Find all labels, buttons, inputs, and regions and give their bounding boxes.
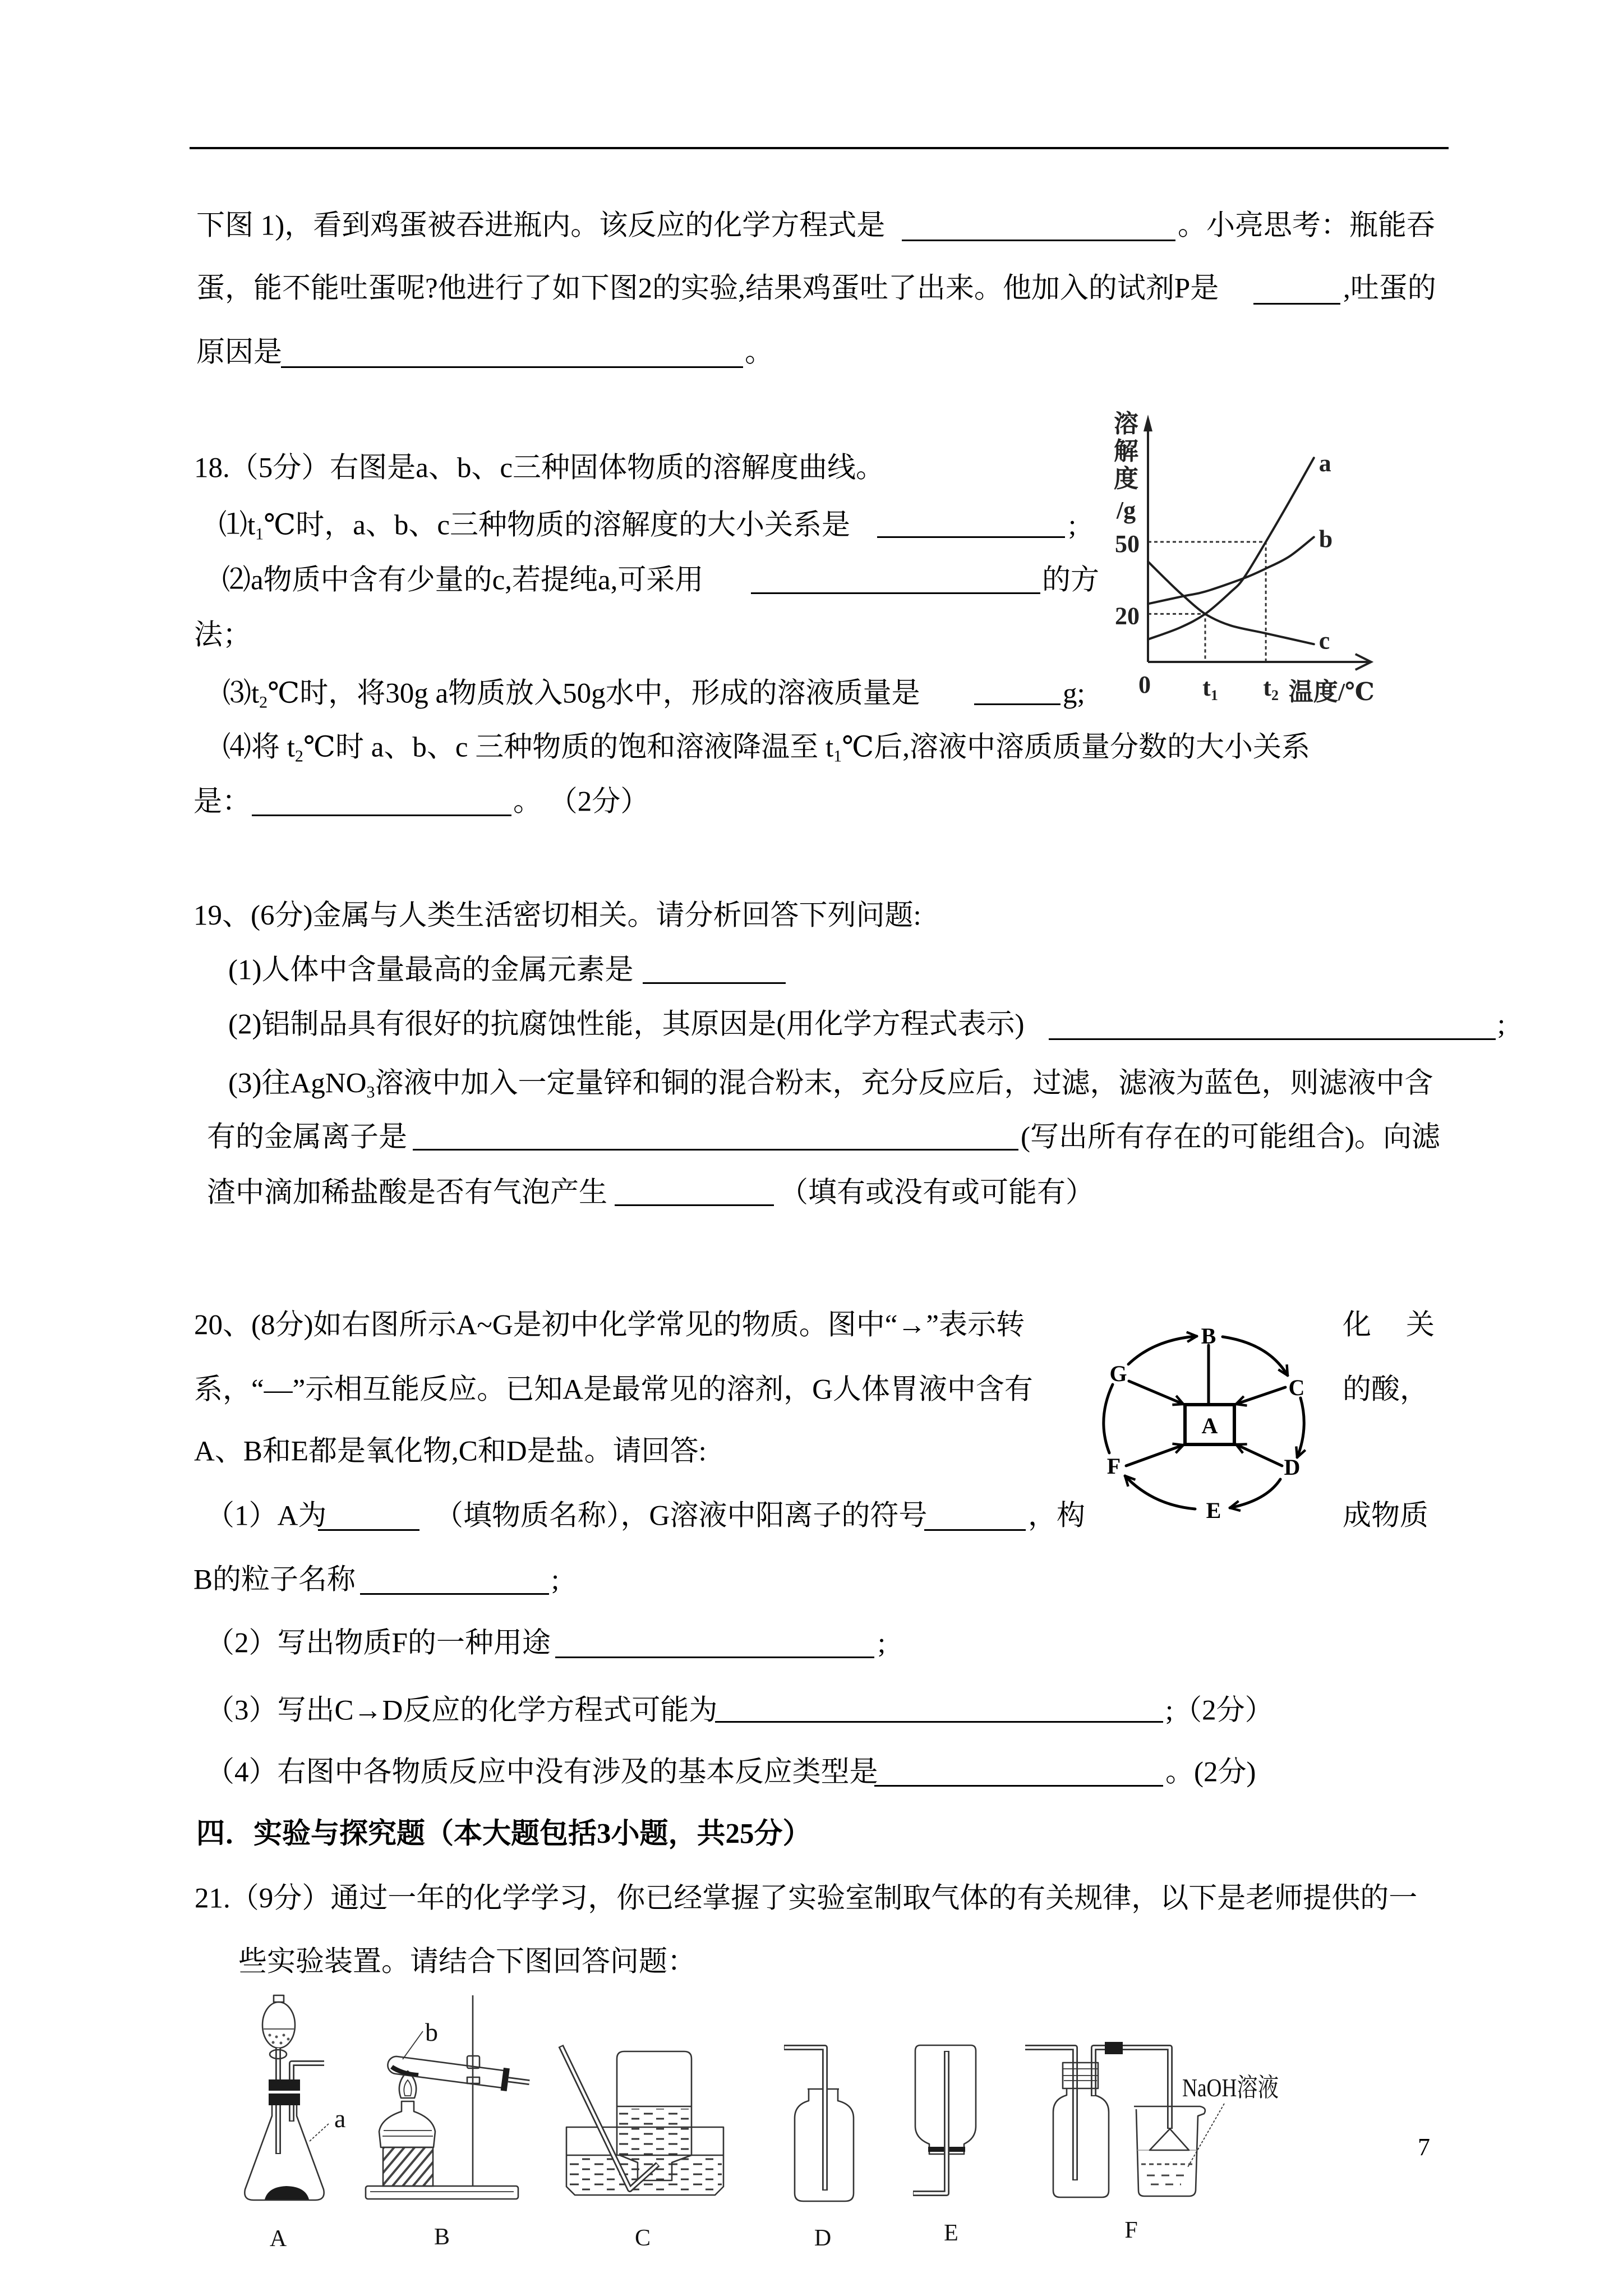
callout-naoh-label: NaOH溶液	[1182, 2073, 1279, 2102]
node-f-label: F	[1106, 1453, 1121, 1479]
q18-stem: 18.（5分）右图是a、b、c三种固体物质的溶解度曲线。	[194, 452, 885, 484]
guide-dashed-line-0	[1148, 542, 1266, 662]
apparatus-c-water-displacement	[561, 2046, 723, 2251]
x-tick-label-0: 0	[1138, 671, 1151, 698]
q19-stem: 19、(6分)金属与人类生活密切相关。请分析回答下列问题:	[193, 900, 921, 932]
continued-line1-tail: 。小亮思考：瓶能吞	[1178, 210, 1436, 242]
edge-d-to-a-arrow	[1236, 1444, 1282, 1466]
continued-line2-text: 蛋，能不能吐蛋呢?他进行了如下图2的实验,结果鸡蛋吐了出来。他加入的试剂P是	[196, 273, 1219, 305]
answer-blank	[413, 1149, 1018, 1151]
edge-c-to-a-arrow	[1236, 1387, 1285, 1404]
callout-b-label: b	[425, 2018, 438, 2046]
x-tick-label-1: t1	[1202, 674, 1218, 703]
stopper-stripe	[269, 2091, 300, 2093]
series-c-line	[1148, 562, 1314, 644]
q19-item3	[228, 1068, 1433, 1102]
q18-item1-subscript: 1	[255, 524, 264, 544]
callout-b-leader	[403, 2031, 423, 2059]
apparatus-label-e: E	[944, 2220, 958, 2246]
node-d-label: D	[1284, 1455, 1301, 1480]
q18-item4-text-rest: ℃后,溶液中溶质质量分数的大小关系	[842, 731, 1310, 763]
answer-blank	[902, 240, 1175, 241]
q18-item4-tail: 。 （2分）	[513, 786, 649, 818]
gas-jar-water	[619, 2109, 690, 2155]
node-a-label: A	[1201, 1413, 1218, 1438]
wooden-block	[383, 2147, 433, 2186]
q21-line2: 些实验装置。请结合下图回答问题：	[238, 1946, 697, 1978]
edge-g-to-a-arrow	[1129, 1381, 1183, 1404]
q19-item3-line3: 渣中滴加稀盐酸是否有气泡产生	[207, 1177, 608, 1209]
edge-e-to-f-arrow	[1125, 1476, 1195, 1509]
answer-blank	[643, 982, 786, 984]
series-b-line	[1148, 537, 1314, 604]
answer-blank	[360, 1593, 549, 1595]
q20-item3-tail: ;（2分）	[1165, 1695, 1274, 1727]
q18-item2-tail: 的方	[1042, 564, 1100, 596]
continued-line3-tail: 。	[745, 337, 774, 369]
q20-line1-right-2: 关	[1406, 1309, 1435, 1341]
continued-line1-text: 下图 1)，看到鸡蛋被吞进瓶内。该反应的化学方程式是	[196, 210, 886, 242]
inverted-funnel	[1150, 2129, 1189, 2150]
q20-item1-mid: （填物质名称），G溶液中阳离子的符号	[435, 1500, 928, 1532]
edge-b-to-c-arrow	[1223, 1337, 1288, 1375]
apparatus-label-d: D	[814, 2225, 832, 2251]
q20-item2: （2）写出物质F的一种用途	[206, 1627, 551, 1659]
edge-g-to-b-arrow	[1128, 1336, 1197, 1364]
rubber-connector	[1105, 2042, 1123, 2054]
answer-blank	[715, 1721, 1163, 1723]
y-axis-arrow-icon	[1144, 415, 1152, 431]
y-axis-label-part: 溶	[1114, 410, 1138, 438]
q20-line1-right-1: 化	[1343, 1309, 1372, 1341]
q18-item1-text: ⑴t	[219, 509, 256, 541]
continued-line2-tail: ,吐蛋的	[1343, 273, 1436, 305]
series-a-line	[1148, 458, 1314, 639]
q18-item3-subscript: 2	[259, 693, 268, 712]
answer-blank	[877, 536, 1065, 538]
delivery-tube-bore	[785, 2047, 825, 2189]
q18-item3-text-rest: ℃时，将30g a物质放入50g水中，形成的溶液质量是	[268, 678, 920, 710]
apparatus-f-gas-washing-and-absorption	[1025, 2042, 1279, 2243]
q19-item3-line3-tail: （填有或没有或可能有）	[780, 1177, 1095, 1209]
answer-blank	[751, 592, 1040, 594]
node-g-label: G	[1109, 1361, 1127, 1386]
apparatus-label-b: B	[434, 2224, 450, 2250]
answer-blank	[1049, 1038, 1496, 1040]
answer-blank	[1253, 303, 1340, 305]
outlet-tube	[1094, 2047, 1170, 2129]
q20-item1-right: 成物质	[1343, 1500, 1429, 1532]
q18-item3-tail: g;	[1063, 678, 1085, 710]
q20-item1-tail: ，构	[1028, 1500, 1086, 1532]
q20-item3: （3）写出C→D反应的化学方程式可能为	[206, 1695, 718, 1727]
x-tick-subscript: 2	[1271, 687, 1279, 703]
q19-item3-text: (3)往AgNO	[228, 1068, 367, 1099]
delivery-tube	[784, 2047, 825, 2191]
alcohol-lamp	[379, 2101, 435, 2147]
q18-item2-continued: 法；	[194, 619, 252, 651]
q20-item1: （1）A为	[206, 1500, 327, 1532]
y-axis-label-part: 解	[1114, 438, 1138, 466]
lab-apparatus-figure	[224, 1986, 1318, 2266]
q19-item1: (1)人体中含量最高的金属元素是	[228, 954, 634, 986]
apparatus-e-downward-air-displacement	[913, 2045, 976, 2246]
apparatus-d-upward-air-displacement	[784, 2047, 854, 2251]
test-tube-assembly	[386, 2053, 531, 2094]
callout-naoh-leader	[1188, 2104, 1224, 2167]
solid-reagent	[265, 2186, 309, 2200]
q20-item4: （4）右图中各物质反应中没有涉及的基本反应类型是	[206, 1756, 878, 1788]
answer-blank	[924, 1529, 1026, 1531]
q18-item3	[223, 678, 920, 712]
q19-item3-line2-tail: (写出所有存在的可能组合)。向滤	[1021, 1121, 1440, 1153]
answer-blank	[281, 366, 743, 368]
delivery-tube-bore	[914, 2052, 947, 2193]
q20-item2-tail: ;	[878, 1627, 886, 1659]
apparatus-label-a: A	[269, 2226, 287, 2252]
section-heading: 四．实验与探究题（本大题包括3小题，共25分）	[196, 1818, 811, 1850]
q19-item3-subscript: 3	[366, 1083, 375, 1102]
q20-line2: 系，“—”示相互能反应。已知A是最常见的溶剂，G人体胃液中含有	[194, 1374, 1033, 1406]
q20-line3: A、B和E都是氧化物,C和D是盐。请回答:	[194, 1435, 707, 1467]
guide-dashed-line-1	[1148, 614, 1205, 662]
inlet-tube-bore	[1025, 2047, 1075, 2179]
callout-a-label: a	[334, 2104, 346, 2133]
q19-item2-tail: ;	[1497, 1009, 1506, 1041]
y-tick-label-20: 20	[1115, 602, 1140, 630]
edge-c-to-d-arrow	[1297, 1398, 1304, 1457]
q20-line2-right: 的酸，	[1343, 1374, 1429, 1406]
node-e-label: E	[1206, 1498, 1221, 1523]
node-b-label: B	[1201, 1323, 1216, 1349]
answer-blank	[252, 815, 511, 816]
q19-item3-line2: 有的金属离子是	[207, 1121, 408, 1153]
callout-a-leader	[309, 2124, 329, 2142]
answer-blank	[318, 1529, 419, 1531]
answer-blank	[874, 1785, 1163, 1787]
q18-item2: ⑵a物质中含有少量的c,若提纯a,可采用	[222, 564, 704, 596]
q18-item4-text-mid: ℃时 a、b、c 三种物质的饱和溶液降温至 t	[303, 731, 834, 763]
q18-item1-tail: ;	[1068, 509, 1077, 541]
series-b-label: b	[1318, 525, 1333, 553]
q18-item1-text-rest: ℃时，a、b、c三种物质的溶解度的大小关系是	[264, 509, 850, 541]
q18-item1	[219, 509, 850, 544]
answer-blank	[555, 1657, 874, 1658]
series-a-label: a	[1318, 449, 1331, 477]
separatory-funnel-bulb	[262, 2002, 295, 2048]
q18-item4-subscript-2: 1	[833, 747, 842, 766]
q18-item4-continued: 是：	[193, 786, 251, 818]
funnel-liquid-dots	[269, 2034, 290, 2045]
q21-line1: 21.（9分）通过一年的化学学习，你已经掌握了实验室制取气体的有关规律，以下是老师提供的一	[195, 1883, 1418, 1915]
q20-item4-tail: 。(2分)	[1165, 1756, 1256, 1788]
conical-flask-body	[245, 2105, 324, 2200]
page-number: 7	[1418, 2133, 1430, 2161]
q18-item4-subscript: 2	[294, 747, 303, 766]
funnel-top-stopper	[274, 1995, 284, 2002]
q20-line1: 20、(8分)如右图所示A~G是初中化学常见的物质。图中“→”表示转	[194, 1309, 1025, 1341]
answer-blank	[974, 703, 1061, 705]
y-tick-label-50: 50	[1115, 530, 1140, 558]
edge-g-f-reaction-line	[1104, 1384, 1113, 1453]
q20-item1-line2-tail: ;	[551, 1564, 560, 1596]
inlet-tube	[1025, 2047, 1075, 2180]
outlet-tube-bore	[1094, 2047, 1170, 2128]
q18-item4-text: ⑷将 t	[223, 731, 295, 763]
substance-relation-diagram	[1088, 1313, 1324, 1526]
answer-blank	[615, 1204, 774, 1206]
x-axis-label: 温度/℃	[1288, 678, 1375, 706]
q20-item1-line2: B的粒子名称	[193, 1564, 356, 1596]
q19-item3-text-rest: 溶液中加入一定量锌和铜的混合粉末，充分反应后，过滤，滤液为蓝色，则滤液中含	[375, 1068, 1433, 1099]
iron-stand-base	[366, 2186, 518, 2199]
edge-f-to-a-arrow	[1126, 1445, 1183, 1466]
lamp-inner-flame	[404, 2080, 411, 2096]
node-c-label: C	[1288, 1375, 1305, 1400]
q18-item4	[223, 731, 1310, 766]
solubility-curve-chart	[1088, 393, 1391, 718]
q18-item3-text: ⑶t	[223, 678, 260, 710]
series-c-label: c	[1318, 627, 1330, 655]
edge-d-to-e-arrow	[1230, 1479, 1280, 1508]
apparatus-label-f: F	[1124, 2217, 1138, 2243]
y-axis-label-part: /g	[1116, 496, 1136, 524]
continued-line3-text: 原因是	[196, 337, 283, 369]
washing-bottle	[1053, 2088, 1109, 2197]
delivery-tube	[913, 2051, 947, 2193]
q19-item2: (2)铝制品具有很好的抗腐蚀性能，其原因是(用化学方程式表示)	[228, 1009, 1025, 1041]
y-axis-label-part: 度	[1114, 465, 1138, 493]
header-rule	[190, 147, 1449, 149]
x-tick-label-2: t2	[1263, 674, 1279, 703]
x-tick-subscript: 1	[1210, 687, 1218, 703]
apparatus-a-conical-flask	[245, 1995, 345, 2252]
apparatus-label-c: C	[634, 2225, 651, 2251]
apparatus-b-heating-setup	[366, 1995, 531, 2250]
